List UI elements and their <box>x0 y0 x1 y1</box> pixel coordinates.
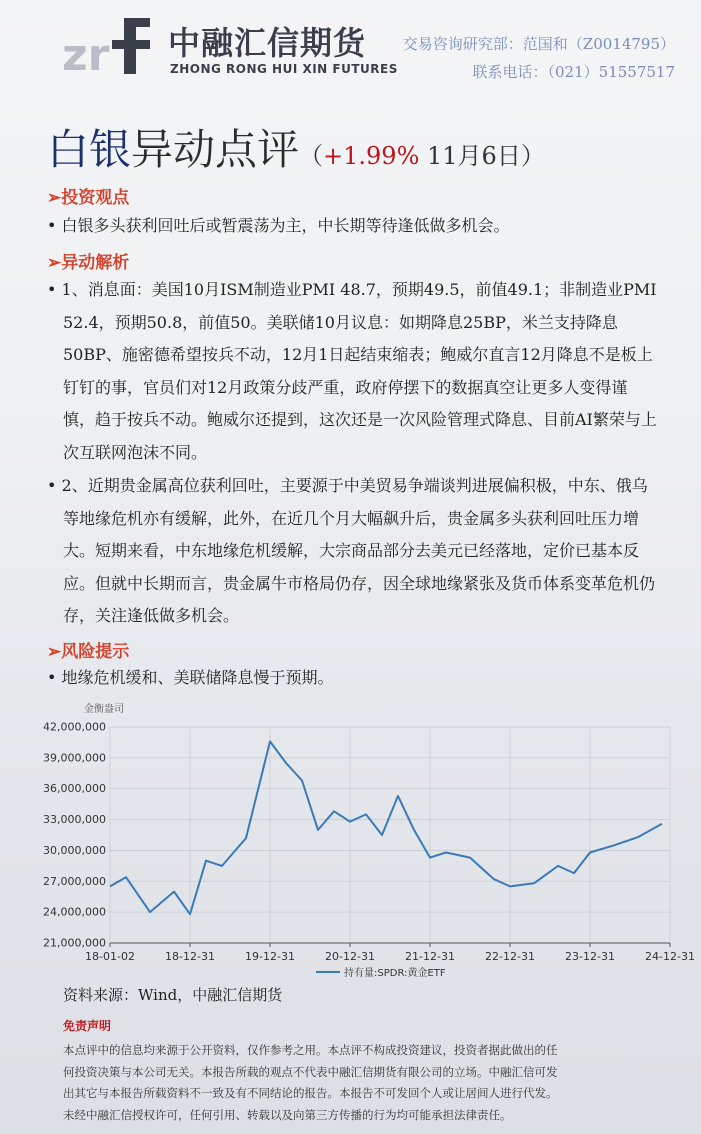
company-logo <box>62 14 157 81</box>
spdr-holdings-chart <box>38 700 695 990</box>
title-paren: （ <box>299 142 324 170</box>
chart-x-axis <box>85 943 695 963</box>
x-tick-label: 23-12-31 <box>565 950 615 963</box>
brand-name-en: ZHONG RONG HUI XIN FUTURES <box>170 62 398 76</box>
title-date: 11月6日） <box>419 142 545 170</box>
disclaimer-line: 何投资决策与本公司无关。本报告所载的观点不代表中融汇信期货有限公司的立场。中融汇信可发 <box>63 1064 558 1079</box>
disclaimer-text <box>63 1040 663 1126</box>
data-source: 资料来源：Wind，中融汇信期货 <box>63 986 283 1004</box>
y-tick-label: 33,000,000 <box>43 813 106 827</box>
chart-unit-label: 金衡盎司 <box>84 704 124 715</box>
y-tick-label: 36,000,000 <box>43 782 106 796</box>
analysis-text-1: • 1、消息面：美国10月ISM制造业PMI 48.7，预期49.5，前值49.1；非制造业PMI 52.4，预期50.8，前值50。美联储10月议息：如期降息25BP，米兰支持降息50BP、施密德希望按兵不动，12月1日起结束缩表；鲍威尔直言12月降息不是板上钉钉的事，官员们对12月政策分歧严重，政府停摆下的数据真空让更多人变得谨慎，趋于按兵不动。鲍威尔还提到，这次还是一次风险管理式降息、目前AI繁荣与上次互联网泡沫不同。 <box>47 280 657 462</box>
view-paragraph: • 白银多头获利回吐后或暂震荡为主，中长期等待逢低做多机会。 <box>47 216 510 235</box>
y-tick-label: 30,000,000 <box>43 843 106 857</box>
section-heading-analysis: ➢异动解析 <box>47 253 130 273</box>
disclaimer-line: 出其它与本报告所载资料不一致及有不同结论的报告。本报告不可发回个人或让居间人进行代发。 <box>63 1086 558 1100</box>
risk-paragraph: • 地缘危机缓和、美联储降息慢于预期。 <box>47 668 334 687</box>
x-tick-label: 21-12-31 <box>405 950 455 963</box>
contact-phone: 联系电话：（021）51557517 <box>472 63 675 81</box>
report-title <box>47 117 545 177</box>
x-tick-label: 18-12-31 <box>165 950 215 963</box>
svg-text:zr: zr <box>62 30 110 81</box>
chart-grid <box>110 727 670 943</box>
section-heading-view: ➢投资观点 <box>47 188 130 208</box>
x-tick-label: 19-12-31 <box>245 950 295 963</box>
y-tick-label: 21,000,000 <box>43 936 106 950</box>
chart-legend <box>316 966 446 979</box>
disclaimer-line: 未经中融汇信授权许可，任何引用、转载以及向第三方传播的行为均可能承担法律责任。 <box>63 1107 512 1122</box>
brand-name-cn: 中融汇信期货 <box>168 24 367 62</box>
analysis-paragraph-1 <box>47 274 657 469</box>
x-tick-label: 18-01-02 <box>85 950 135 963</box>
y-tick-label: 27,000,000 <box>43 874 106 888</box>
series-line <box>110 741 662 914</box>
legend-label: 持有量:SPDR:黄金ETF <box>344 968 446 979</box>
y-tick-label: 42,000,000 <box>43 720 106 734</box>
view-text <box>47 210 657 243</box>
title-commodity: 白银 <box>47 125 132 174</box>
disclaimer-title: 免责声明 <box>63 1019 112 1033</box>
x-tick-label: 20-12-31 <box>325 950 375 963</box>
risk-text <box>47 662 657 695</box>
contact-analyst: 交易咨询研究部：范国和（Z0014795） <box>402 35 675 53</box>
y-tick-label: 24,000,000 <box>43 905 106 919</box>
analysis-text-2: • 2、近期贵金属高位获利回吐，主要源于中美贸易争端谈判进展偏积极，中东、俄乌等地缘危机亦有缓解，此外，在近几个月大幅飙升后，贵金属多头获利回吐压力增大。短期来看，中东地缘危机缓解，大宗商品部分去美元已经落地，定价已基本反应。但就中长期而言，贵金属牛市格局仍存，因全球地缘紧张及货币体系变革危机仍存，关注逢低做多机会。 <box>47 476 656 625</box>
report-header <box>0 0 701 100</box>
x-tick-label: 22-12-31 <box>485 950 535 963</box>
title-type: 异动点评 <box>131 125 300 174</box>
section-heading-risk: ➢风险提示 <box>47 642 130 662</box>
y-tick-label: 39,000,000 <box>43 751 106 765</box>
x-tick-label: 24-12-31 <box>645 950 695 963</box>
analysis-paragraph-2 <box>47 470 657 633</box>
title-change: +1.99% <box>323 142 420 170</box>
chart-series <box>110 741 662 914</box>
chart-y-axis <box>43 721 106 950</box>
disclaimer-line: 本点评中的信息均来源于公开资料，仅作参考之用。本点评不构成投资建议，投资者据此做出的任 <box>63 1043 558 1057</box>
